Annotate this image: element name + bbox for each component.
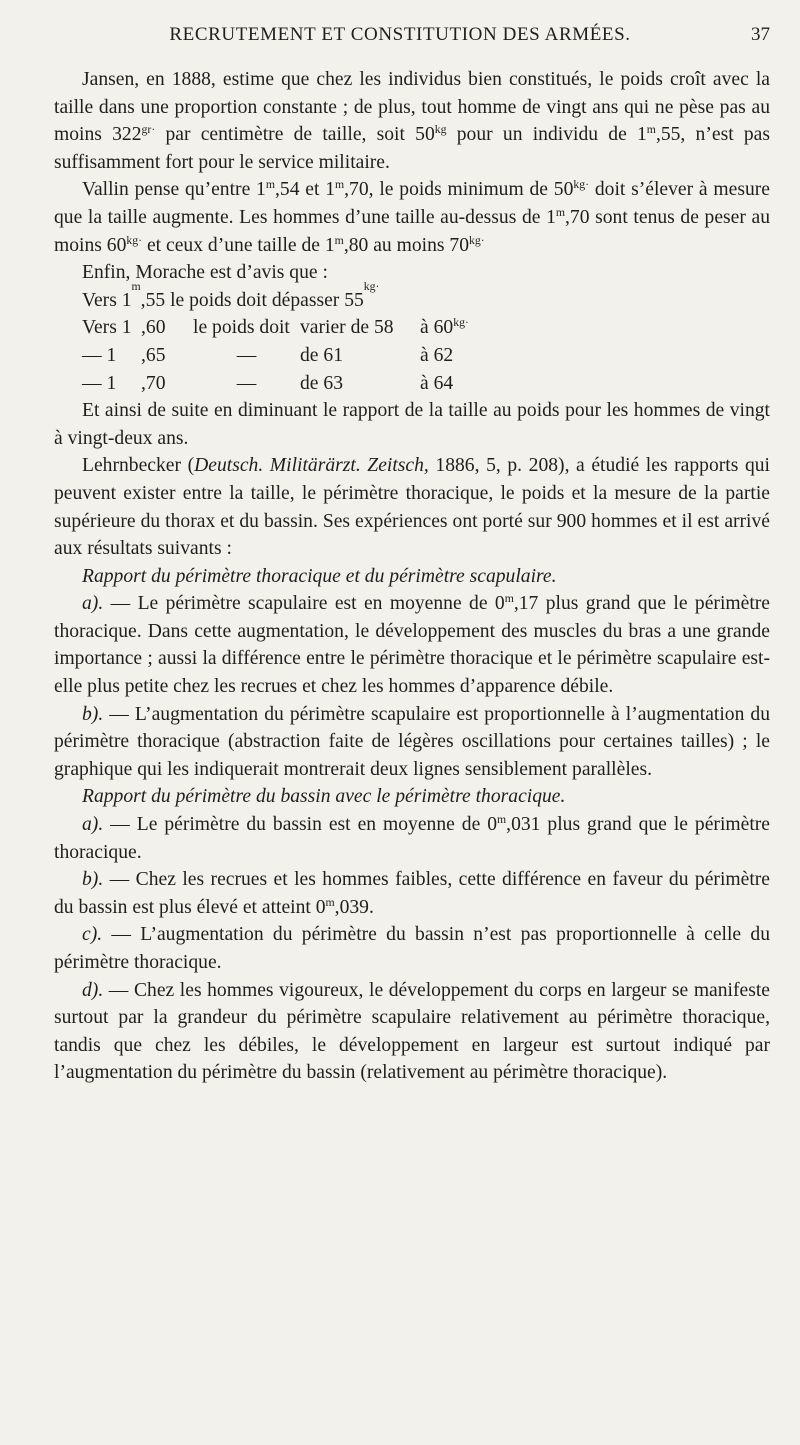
item-2d: d). — Chez les hommes vigoureux, le développement du corps en largeur se manifeste surtout par la grandeur du périmètre scapulaire relativement au périmètre thoracique, tandis que chez les débiles, le développement en largeur est surtout indiqué par l’augmentation du périmètre du bassin (relativement au périmètre thoracique). — [54, 979, 770, 1084]
page-header — [0, 22, 800, 48]
morache-weight-table — [54, 279, 770, 397]
paragraph-vallin: Vallin pense qu’entre 1$^m$,54 et 1$^m$,70, le poids minimum de $50^{kg\cdot}$ doit s’élever à mesure que la taille augmente. Les hommes d’une taille au-dessus de 1$^m$,70 sont tenus de peser au moins $60^{kg\cdot}$ et ceux d’une taille de 1$^m$,80 au moins $70^{kg\cdot}$ — [54, 178, 770, 256]
paragraph-jansen: Jansen, en 1888, estime que chez les individus bien constitués, le poids croît avec la taille dans une proportion constante ; de plus, tout homme de vingt ans qui ne pèse pas au moins $322^{gr\cdot}$ par centimètre de taille, soit $50^{kg}$ pour un individu de 1$^m$,55, n’est pas suffisamment fort pour le service militaire. — [54, 69, 770, 173]
section-heading-bassin: Rapport du périmètre du bassin avec le périmètre thoracique. — [82, 786, 566, 808]
table-row: Vers 1 ,60 le poids doit varier de 58 à $60^{kg\cdot}$ — [82, 316, 469, 339]
table-row: Vers 1 m ,55 le poids doit dépasser 55 kg· — [82, 279, 380, 311]
item-2b: b). — Chez les recrues et les hommes faibles, cette différence en faveur du périmètre du bassin est plus élevé et atteint 0$^m$,039. — [54, 869, 770, 918]
table-row: — 1 ,65 — de 61 à 62 — [82, 344, 454, 366]
journal-citation: Deutsch. Militärärzt. Zeitsch, — [194, 455, 429, 477]
table-row: — 1 ,70 — de 63 à 64 — [82, 372, 454, 394]
paragraph-morache: Enfin, Morache est d’avis que : — [82, 262, 328, 284]
item-1a: a). — Le périmètre scapulaire est en moyenne de 0$^m$,17 plus grand que le périmètre thoracique. Dans cette augmentation, le développement des muscles du bras a une grande importance ; aussi la différence entre le périmètre thoracique et le périmètre scapulaire est-elle plus petite chez les recrues et chez les hommes d’apparence débile. — [54, 592, 770, 698]
item-2c: c). — L’augmentation du périmètre du bassin n’est pas proportionnelle à celle du périmètre thoracique. — [54, 924, 770, 973]
item-1b: b). — L’augmentation du périmètre scapulaire est proportionnelle à l’augmentation du périmètre thoracique (abstraction faite de légères oscillations pour certaines tailles) ; le graphique qui les indiquerait montrerait deux lignes sensiblement parallèles. — [54, 703, 770, 780]
paragraph-lehrnbecker: Lehrnbecker (Deutsch. Militärärzt. Zeitsch, 1886, 5, p. 208), a étudié les rapports qui peuvent exister entre la taille, le périmètre thoracique, le poids et la mesure de la partie supérieure du thorax et du bassin. Ses expériences ont porté sur 900 hommes et il est arrivé aux résultats suivants : — [54, 455, 770, 560]
page-number: 37 — [751, 24, 770, 45]
paragraph-ainsi: Et ainsi de suite en diminuant le rapport de la taille au poids pour les hommes de vingt à vingt-deux ans. — [54, 400, 770, 449]
running-title: RECRUTEMENT ET CONSTITUTION DES ARMÉES. — [169, 24, 631, 45]
item-2a: a). — Le périmètre du bassin est en moyenne de 0$^m$,031 plus grand que le périmètre thoracique. — [54, 812, 770, 863]
section-heading-scapulaire: Rapport du périmètre thoracique et du périmètre scapulaire. — [82, 565, 557, 587]
page-body — [54, 66, 770, 1087]
